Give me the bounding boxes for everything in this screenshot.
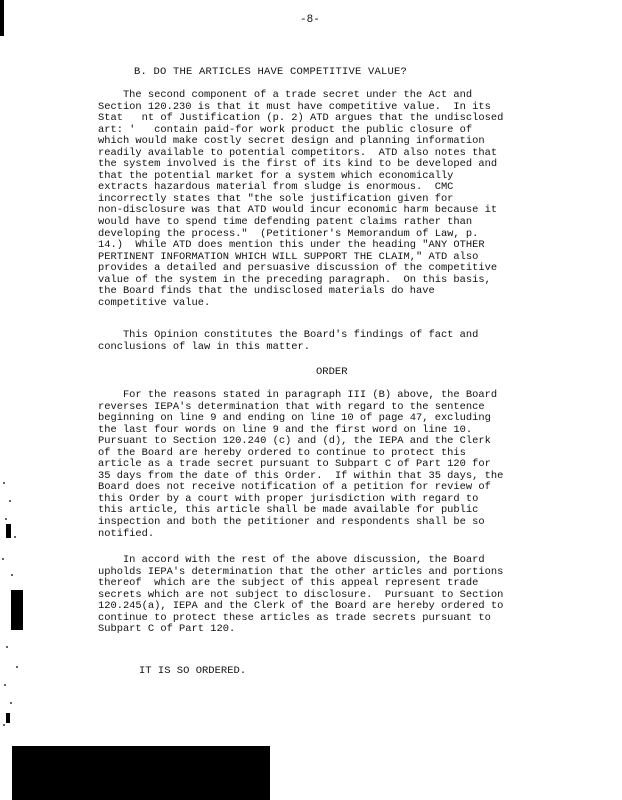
text-line: would have to spend time defending patent claims rather than — [98, 216, 473, 229]
text-line: of the Board are hereby ordered to continue to protect this — [98, 446, 466, 459]
text-line: competitive value. — [98, 296, 211, 309]
text-line: In accord with the rest of the above discussion, the Board — [98, 554, 485, 566]
text-line: 120.245(a), IEPA and the Clerk of the Board are hereby ordered to — [98, 600, 504, 613]
text-line: which would make costly secret design and planning information — [98, 135, 485, 148]
text-line: reverses IEPA's determination that with regard to the sentence — [98, 400, 485, 413]
text-line: this Order by a court with proper jurisdiction with regard to — [98, 492, 479, 505]
text-line: conclusions of law in this matter. — [98, 340, 311, 353]
scan-noise — [0, 470, 24, 750]
scan-edge-mark — [0, 0, 4, 36]
text-line: For the reasons stated in paragraph III (B) above, the Board — [98, 389, 498, 401]
closing-statement: IT IS SO ORDERED. — [139, 665, 247, 677]
text-line: beginning on line 9 and ending on line 10 of page 47, excluding — [98, 412, 491, 425]
text-line: incorrectly states that "the sole justification given for — [98, 192, 454, 205]
text-line: value of the system in the preceding paragraph. On this basis, — [98, 273, 491, 286]
text-line: Pursuant to Section 120.240 (c) and (d), the IEPA and the Clerk — [98, 435, 491, 448]
text-line: Subpart C of Part 120. — [98, 623, 236, 636]
text-line: thereof which are the subject of this appeal represent trade — [98, 577, 479, 590]
paragraph-competitive-value — [98, 90, 588, 309]
paragraph-order-uphold — [98, 555, 588, 636]
order-title: ORDER — [316, 366, 348, 378]
text-line: Section 120.230 is that it must have competitive value. In its — [98, 100, 491, 113]
text-line: upholds IEPA's determination that the other articles and portions — [98, 565, 504, 578]
text-line: the Board finds that the undisclosed materials do have — [98, 285, 435, 298]
page-number: -8- — [300, 14, 320, 26]
text-line: art: ' contain paid-for work product the public closure of — [98, 123, 473, 136]
paragraph-order-reversal — [98, 390, 588, 540]
paragraph-findings — [98, 330, 588, 353]
text-line: Board does not receive notification of a petition for review of — [98, 481, 491, 494]
redaction-block — [12, 746, 270, 800]
text-line: readily available to potential competitors. ATD also notes that — [98, 146, 498, 159]
text-line: Stat nt of Justification (p. 2) ATD argues that the undisclosed — [98, 112, 504, 125]
text-line: 14.) While ATD does mention this under the heading "ANY OTHER — [98, 239, 485, 252]
text-line: The second component of a trade secret under the Act and — [98, 89, 473, 101]
text-line: inspection and both the petitioner and respondents shall be so — [98, 516, 485, 529]
text-line: extracts hazardous material from sludge is enormous. CMC — [98, 181, 454, 194]
text-line: PERTINENT INFORMATION WHICH WILL SUPPORT THE CLAIM," ATD also — [98, 250, 479, 263]
text-line: notified. — [98, 527, 155, 540]
text-line: provides a detailed and persuasive discussion of the competitive — [98, 262, 498, 275]
text-line: the last four words on line 9 and the first word on line 10. — [98, 423, 473, 436]
text-line: the system involved is the first of its kind to be developed and — [98, 158, 498, 171]
section-heading: B. DO THE ARTICLES HAVE COMPETITIVE VALUE? — [134, 66, 408, 78]
text-line: non-disclosure was that ATD would incur economic harm because it — [98, 204, 498, 217]
text-line: that the potential market for a system which economically — [98, 169, 454, 182]
text-line: 35 days from the date of this Order. If within that 35 days, the — [98, 469, 504, 482]
text-line: this article, this article shall be made available for public — [98, 504, 479, 517]
text-line: article as a trade secret pursuant to Subpart C of Part 120 for — [98, 458, 491, 471]
text-line: developing the process." (Petitioner's Memorandum of Law, p. — [98, 227, 479, 240]
text-line: secrets which are not subject to disclosure. Pursuant to Section — [98, 588, 504, 601]
text-line: continue to protect these articles as trade secrets pursuant to — [98, 611, 491, 624]
text-line: This Opinion constitutes the Board's findings of fact and — [98, 329, 479, 341]
